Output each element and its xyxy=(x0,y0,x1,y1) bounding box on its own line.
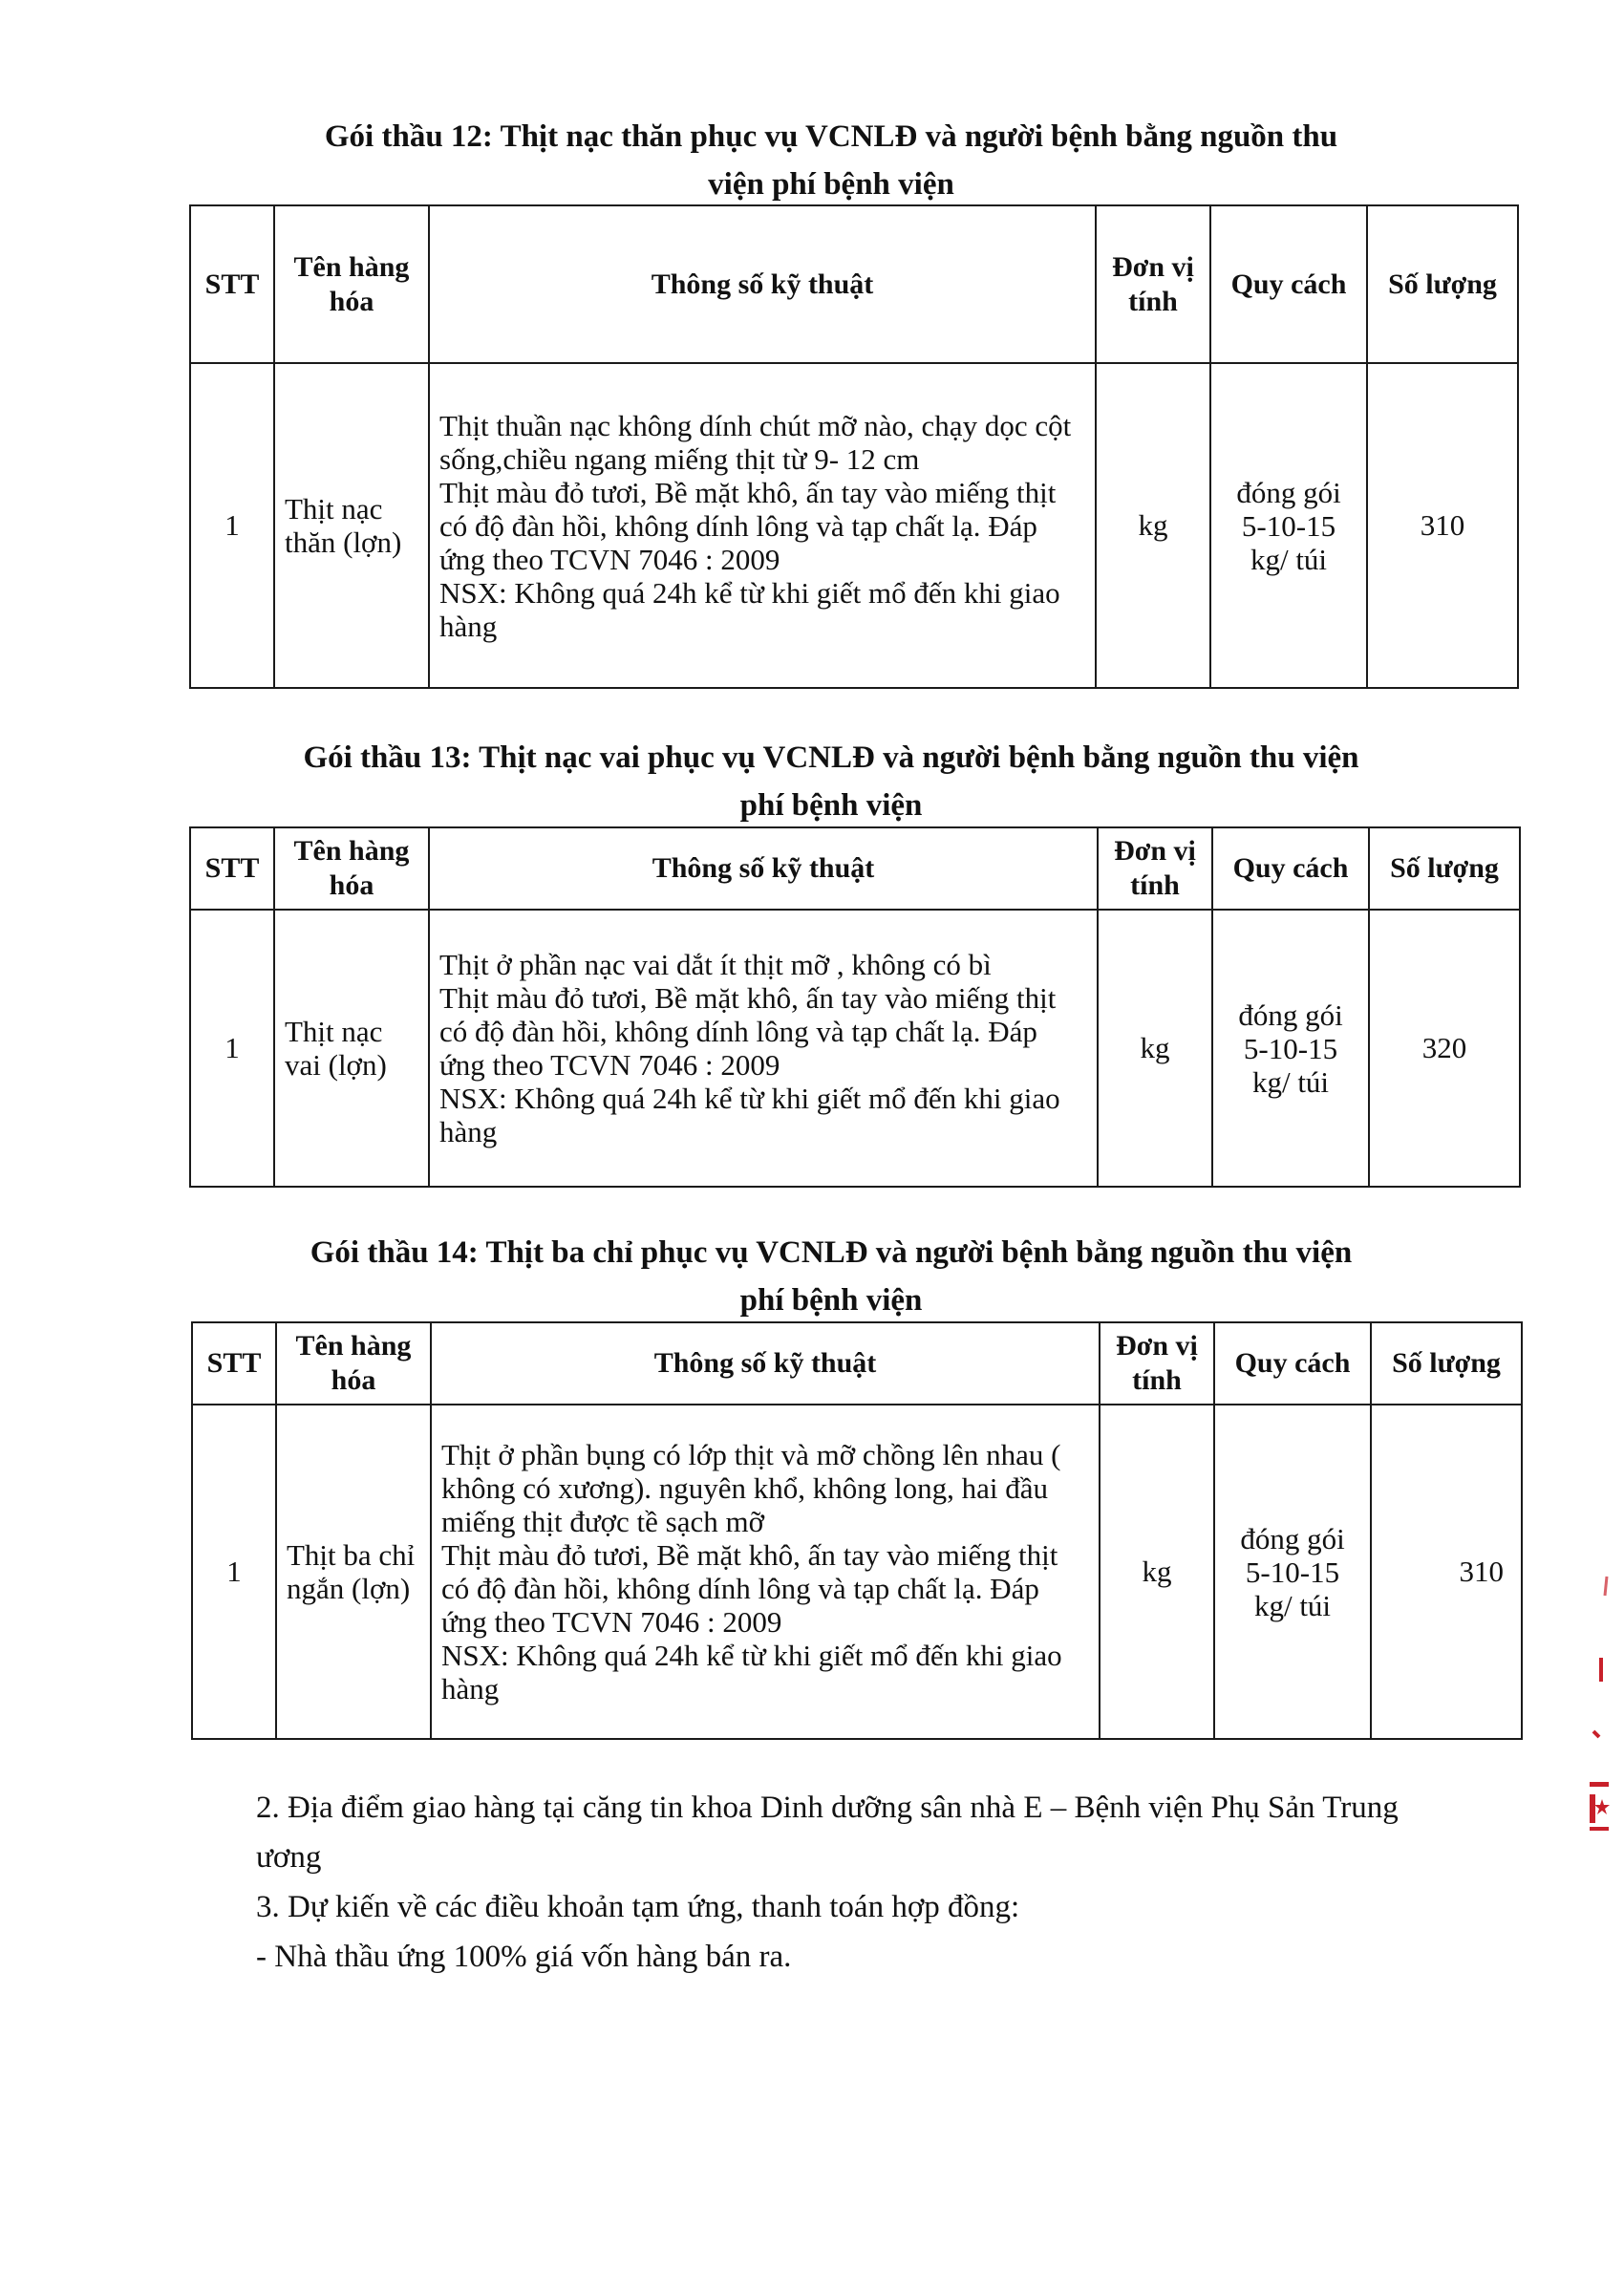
cell-spec xyxy=(431,1405,1100,1739)
header-unit: Đơn vị tính xyxy=(1100,1322,1214,1405)
package-14-title-line1: Gói thầu 14: Thịt ba chỉ phục vụ VCNLĐ và người bệnh bằng nguồn thu viện xyxy=(310,1235,1353,1270)
spec-line: NSX: Không quá 24h kể từ khi giết mổ đến khi giao hàng xyxy=(439,1082,1060,1148)
cell-spec xyxy=(429,910,1098,1187)
table-row xyxy=(192,1405,1522,1739)
cell-stt: 1 xyxy=(190,910,274,1187)
header-stt: STT xyxy=(192,1322,276,1405)
spec-line: Thịt thuần nạc không dính chút mỡ nào, chạy dọc cột sống,chiều ngang miếng thịt từ 9- 12 cm xyxy=(439,408,1072,476)
spec-line: Thịt ở phần bụng có lớp thịt và mỡ chồng lên nhau ( không có xương). nguyên khổ, không long, hai đầu miếng thịt được tề sạch mỡ xyxy=(441,1438,1061,1538)
header-pack: Quy cách xyxy=(1212,827,1369,910)
header-unit: Đơn vị tính xyxy=(1096,205,1210,363)
header-spec: Thông số kỹ thuật xyxy=(431,1322,1100,1405)
cell-qty: 320 xyxy=(1369,910,1520,1187)
header-stt: STT xyxy=(190,205,274,363)
cell-pack: đóng gói 5-10-15 kg/ túi xyxy=(1212,910,1369,1187)
cell-pack: đóng gói 5-10-15 kg/ túi xyxy=(1210,363,1367,688)
package-13-title-line1: Gói thầu 13: Thịt nạc vai phục vụ VCNLĐ và người bệnh bằng nguồn thu viện xyxy=(303,740,1359,775)
package-14-title xyxy=(191,1229,1471,1324)
header-name: Tên hàng hóa xyxy=(276,1322,431,1405)
header-unit: Đơn vị tính xyxy=(1098,827,1212,910)
cell-unit: kg xyxy=(1100,1405,1214,1739)
table-header-row xyxy=(190,827,1520,910)
package-12-title xyxy=(191,113,1471,208)
cell-unit: kg xyxy=(1098,910,1212,1187)
spec-line: Thịt màu đỏ tươi, Bề mặt khô, ấn tay vào miếng thịt có độ đàn hồi, không dính lông và tạp chất lạ. Đáp ứng theo TCVN 7046 : 2009 xyxy=(439,981,1057,1082)
header-qty: Số lượng xyxy=(1369,827,1520,910)
header-pack: Quy cách xyxy=(1210,205,1367,363)
package-12-title-line2: viện phí bệnh viện xyxy=(708,167,954,202)
cell-name: Thịt ba chỉ ngắn (lợn) xyxy=(276,1405,431,1739)
header-stt: STT xyxy=(190,827,274,910)
spec-line: Thịt màu đỏ tươi, Bề mặt khô, ấn tay vào miếng thịt có độ đàn hồi, không dính lông và tạp chất lạ. Đáp ứng theo TCVN 7046 : 2009 xyxy=(441,1538,1058,1639)
header-qty: Số lượng xyxy=(1371,1322,1522,1405)
cell-qty: 310 xyxy=(1371,1405,1522,1739)
header-spec: Thông số kỹ thuật xyxy=(429,827,1098,910)
delivery-location: 2. Địa điểm giao hàng tại căng tin khoa Dinh dưỡng sân nhà E – Bệnh viện Phụ Sản Trung ương xyxy=(256,1791,1399,1875)
package-13-table xyxy=(189,826,1521,1188)
table-row xyxy=(190,363,1518,688)
spec-line: Thịt ở phần nạc vai dắt ít thịt mỡ , không có bì xyxy=(439,948,992,981)
package-14-title-line2: phí bệnh viện xyxy=(739,1283,923,1318)
advance-payment-note: - Nhà thầu ứng 100% giá vốn hàng bán ra. xyxy=(256,1940,792,1974)
table-header-row xyxy=(192,1322,1522,1405)
package-13-title-line2: phí bệnh viện xyxy=(739,788,923,823)
cell-stt: 1 xyxy=(192,1405,276,1739)
spec-line: NSX: Không quá 24h kể từ khi giết mổ đến khi giao hàng xyxy=(439,575,1060,643)
spec-line: NSX: Không quá 24h kể từ khi giết mổ đến khi giao hàng xyxy=(441,1639,1062,1706)
package-14-table xyxy=(191,1321,1523,1740)
package-13-title xyxy=(191,734,1471,829)
cell-unit: kg xyxy=(1096,363,1210,688)
cell-name: Thịt nạc vai (lợn) xyxy=(274,910,429,1187)
header-name: Tên hàng hóa xyxy=(274,827,429,910)
cell-stt: 1 xyxy=(190,363,274,688)
header-qty: Số lượng xyxy=(1367,205,1518,363)
cell-pack: đóng gói 5-10-15 kg/ túi xyxy=(1214,1405,1371,1739)
table-header-row xyxy=(190,205,1518,363)
cell-spec xyxy=(429,363,1096,688)
payment-terms-heading: 3. Dự kiến về các điều khoản tạm ứng, thanh toán hợp đồng: xyxy=(256,1890,1020,1924)
header-name: Tên hàng hóa xyxy=(274,205,429,363)
stamp-remnant-marks xyxy=(1586,1567,1614,1854)
table-row xyxy=(190,910,1520,1187)
header-spec: Thông số kỹ thuật xyxy=(429,205,1096,363)
spec-line: Thịt màu đỏ tươi, Bề mặt khô, ấn tay vào miếng thịt có độ đàn hồi, không dính lông và tạp chất lạ. Đáp ứng theo TCVN 7046 : 2009 xyxy=(439,475,1057,576)
cell-name: Thịt nạc thăn (lợn) xyxy=(274,363,429,688)
cell-qty: 310 xyxy=(1367,363,1518,688)
package-12-title-line1: Gói thầu 12: Thịt nạc thăn phục vụ VCNLĐ và người bệnh bằng nguồn thu xyxy=(324,119,1338,154)
package-12-table xyxy=(189,204,1519,689)
header-pack: Quy cách xyxy=(1214,1322,1371,1405)
